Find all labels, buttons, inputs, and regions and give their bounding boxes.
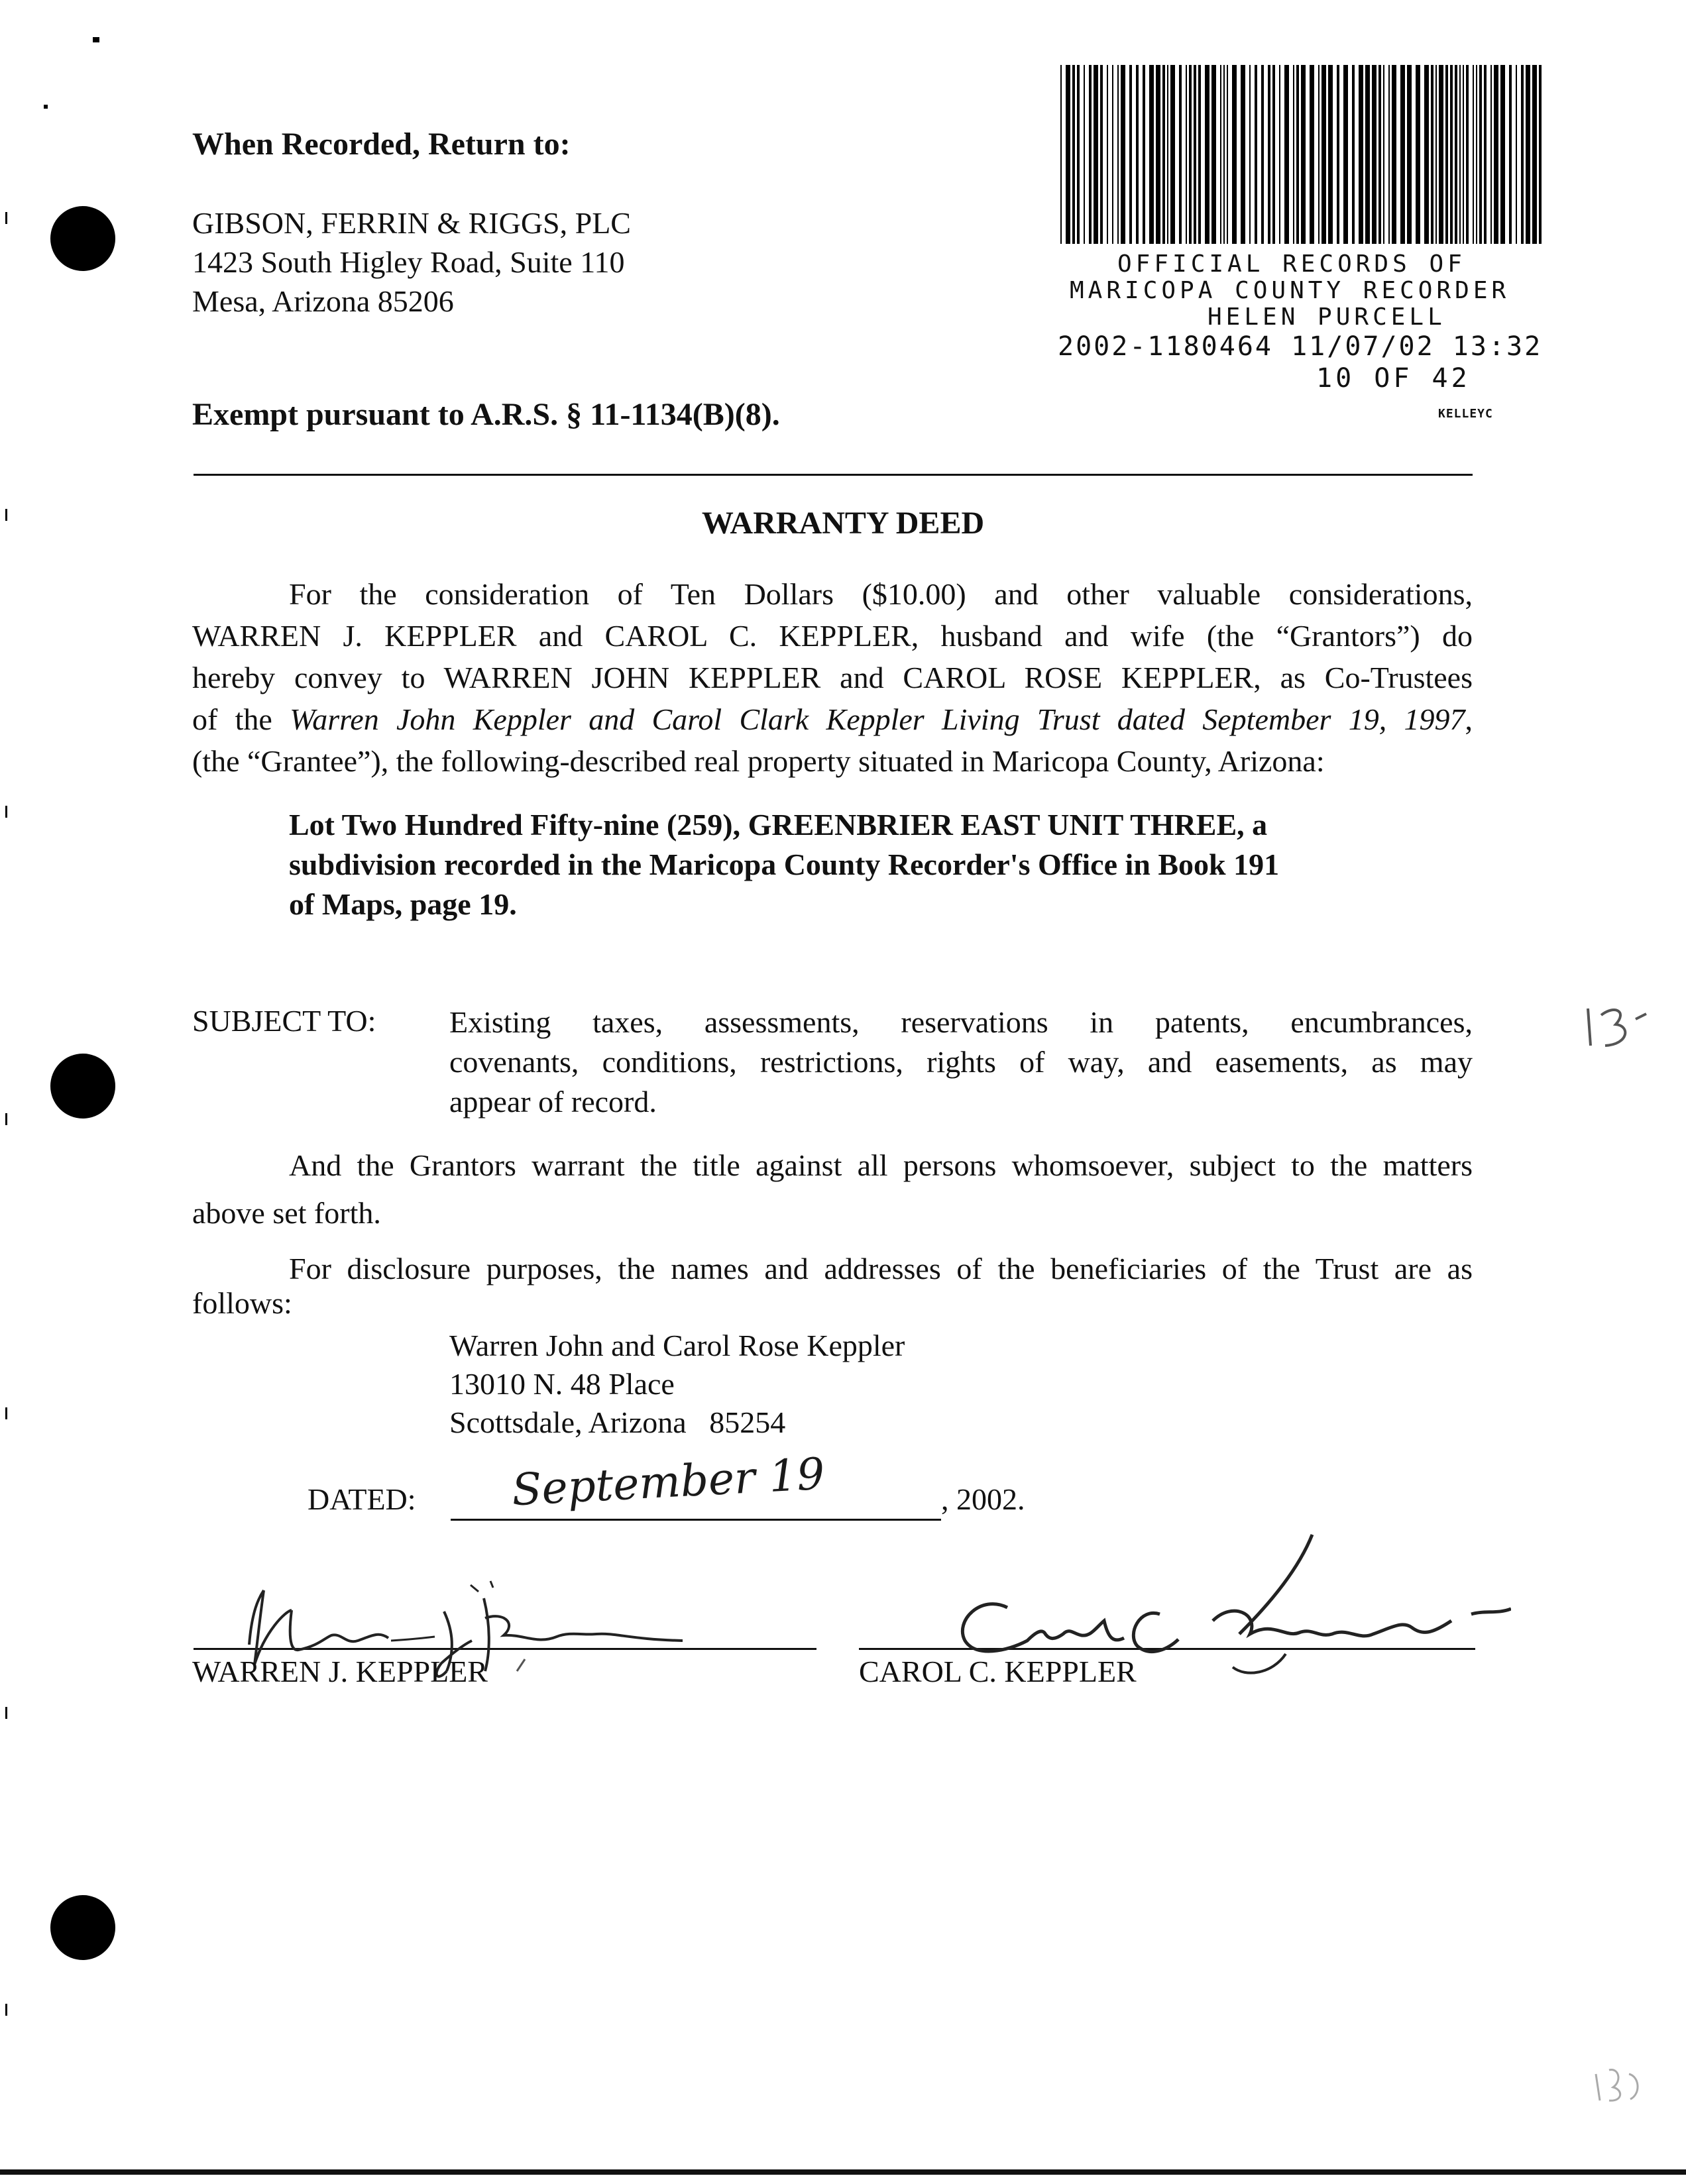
- consideration-line-5: (the “Grantee”), the following-described real property situated in Maricopa County, Arizona:: [192, 744, 1325, 778]
- barcode-bar: [1232, 65, 1237, 244]
- subject-to-line-3: appear of record.: [449, 1085, 657, 1119]
- return-city: Mesa, Arizona 85206: [192, 284, 454, 318]
- barcode-bar: [1223, 65, 1225, 244]
- recording-barcode: [1060, 65, 1544, 244]
- subject-to-label: SUBJECT TO:: [192, 1004, 376, 1038]
- return-street: 1423 South Higley Road, Suite 110: [192, 245, 625, 279]
- barcode-bar: [1194, 65, 1196, 244]
- barcode-bar: [1318, 65, 1320, 244]
- barcode-bar: [1077, 65, 1080, 244]
- barcode-bar: [1205, 65, 1209, 244]
- barcode-bar: [1392, 65, 1396, 244]
- barcode-bar: [1094, 65, 1098, 244]
- barcode-bar: [1089, 65, 1092, 244]
- barcode-bar: [1117, 65, 1119, 244]
- return-heading: When Recorded, Return to:: [192, 127, 571, 162]
- consideration-line-3: hereby convey to WARREN JOHN KEPPLER and CAROL ROSE KEPPLER, as Co-Trustees: [192, 661, 1473, 694]
- barcode-bar: [1532, 65, 1537, 244]
- barcode-bar: [1170, 65, 1175, 244]
- barcode-bar: [1352, 65, 1355, 244]
- disclosure-line-2: follows:: [192, 1286, 292, 1320]
- barcode-bar: [1494, 65, 1498, 244]
- barcode-bar: [1539, 65, 1542, 244]
- barcode-bar: [1407, 65, 1412, 244]
- barcode-bar: [1445, 65, 1448, 244]
- barcode-bar: [1156, 65, 1160, 244]
- barcode-bar: [1500, 65, 1505, 244]
- margin-handwritten-mark: [1581, 1002, 1654, 1055]
- punch-hole-middle: [50, 1054, 115, 1119]
- barcode-bar: [1186, 65, 1187, 244]
- page-bottom-rule: [0, 2169, 1686, 2175]
- barcode-bar: [1066, 65, 1070, 244]
- barcode-bar: [1220, 65, 1221, 244]
- barcode-bar: [1424, 65, 1429, 244]
- punch-hole-top: [50, 206, 115, 271]
- faint-page-mark: [1589, 2061, 1649, 2107]
- barcode-bar: [1343, 65, 1348, 244]
- barcode-bar: [1211, 65, 1216, 244]
- barcode-bar: [1060, 65, 1062, 244]
- barcode-bar: [1473, 65, 1474, 244]
- barcode-bar: [1293, 65, 1294, 244]
- dated-label: DATED:: [308, 1482, 416, 1516]
- barcode-bar: [1084, 65, 1085, 244]
- barcode-bar: [1450, 65, 1453, 244]
- barcode-bar: [1383, 65, 1384, 244]
- barcode-bar: [1301, 65, 1306, 244]
- trust-prefix: of the: [192, 702, 290, 736]
- barcode-bar: [1521, 65, 1524, 244]
- document-title: WARRANTY DEED: [701, 506, 985, 541]
- warrant-line-2: above set forth.: [192, 1196, 381, 1230]
- barcode-bar: [1337, 65, 1339, 244]
- scan-speck: [5, 806, 7, 818]
- barcode-bar: [1388, 65, 1390, 244]
- barcode-bar: [1107, 65, 1108, 244]
- barcode-bar: [1509, 65, 1512, 244]
- barcode-bar: [1455, 65, 1457, 244]
- date-blank-line: [451, 1519, 941, 1521]
- legal-description-line-1: Lot Two Hundred Fifty-nine (259), GREENBRIER EAST UNIT THREE, a: [289, 808, 1268, 842]
- barcode-bar: [1310, 65, 1314, 244]
- barcode-bar: [1279, 65, 1280, 244]
- barcode-bar: [1072, 65, 1075, 244]
- handwritten-date: September 19: [510, 1448, 826, 1516]
- header-divider: [194, 474, 1473, 476]
- stamp-county-recorder: MARICOPA COUNTY RECORDER: [1070, 277, 1510, 304]
- barcode-bar: [1463, 65, 1464, 244]
- barcode-bar: [1129, 65, 1132, 244]
- scan-speck: [93, 37, 99, 42]
- consideration-line-1: For the consideration of Ten Dollars ($10.00) and other valuable considerations,: [289, 577, 1473, 611]
- scan-speck: [5, 1707, 7, 1719]
- legal-description-line-2: subdivision recorded in the Maricopa County Recorder's Office in Book 191: [289, 847, 1280, 881]
- grantor-2-name: CAROL C. KEPPLER: [859, 1655, 1137, 1688]
- barcode-bar: [1459, 65, 1461, 244]
- barcode-bar: [1189, 65, 1192, 244]
- barcode-bar: [1249, 65, 1251, 244]
- stamp-clerk-id: KELLEYC: [1438, 407, 1493, 421]
- barcode-bar: [1476, 65, 1477, 244]
- scan-speck: [5, 1407, 7, 1419]
- barcode-bar: [1261, 65, 1264, 244]
- barcode-bar: [1179, 65, 1182, 244]
- scan-speck: [5, 2004, 7, 2016]
- beneficiary-street: 13010 N. 48 Place: [449, 1367, 675, 1401]
- subject-to-line-1: Existing taxes, assessments, reservations in patents, encumbrances,: [449, 1005, 1473, 1039]
- scan-speck: [5, 1113, 7, 1125]
- stamp-document-number: 2002-1180464 11/07/02 13:32: [1058, 331, 1543, 362]
- disclosure-line-1: For disclosure purposes, the names and addresses of the beneficiaries of the Trust are as: [289, 1252, 1473, 1285]
- scan-speck: [44, 105, 48, 109]
- barcode-bar: [1121, 65, 1125, 244]
- barcode-bar: [1484, 65, 1487, 244]
- barcode-bar: [1526, 65, 1530, 244]
- barcode-bar: [1136, 65, 1139, 244]
- barcode-bar: [1431, 65, 1433, 244]
- barcode-bar: [1149, 65, 1154, 244]
- barcode-bar: [1359, 65, 1363, 244]
- barcode-bar: [1435, 65, 1437, 244]
- barcode-bar: [1112, 65, 1113, 244]
- barcode-bar: [1255, 65, 1257, 244]
- trust-suffix: ,: [1465, 702, 1473, 736]
- consideration-line-4: [192, 699, 1473, 740]
- barcode-bar: [1490, 65, 1492, 244]
- barcode-bar: [1272, 65, 1275, 244]
- barcode-bar: [1416, 65, 1420, 244]
- barcode-bar: [1439, 65, 1443, 244]
- barcode-bar: [1296, 65, 1299, 244]
- barcode-bar: [1162, 65, 1165, 244]
- barcode-bar: [1321, 65, 1326, 244]
- barcode-bar: [1328, 65, 1333, 244]
- barcode-bar: [1143, 65, 1145, 244]
- barcode-bar: [1268, 65, 1270, 244]
- barcode-bar: [1284, 65, 1289, 244]
- barcode-bar: [1479, 65, 1482, 244]
- punch-hole-bottom: [50, 1895, 115, 1960]
- grantor-1-name: WARREN J. KEPPLER: [192, 1655, 488, 1688]
- barcode-bar: [1167, 65, 1168, 244]
- return-name: GIBSON, FERRIN & RIGGS, PLC: [192, 206, 631, 240]
- beneficiary-name: Warren John and Carol Rose Keppler: [449, 1329, 905, 1362]
- stamp-official-records: OFFICIAL RECORDS OF: [1117, 250, 1466, 278]
- dated-year: , 2002.: [941, 1482, 1025, 1516]
- subject-to-line-2: covenants, conditions, restrictions, rights of way, and easements, as may: [449, 1045, 1473, 1079]
- beneficiary-city: Scottsdale, Arizona 85254: [449, 1405, 786, 1439]
- barcode-bar: [1227, 65, 1228, 244]
- stamp-page-count: 10 OF 42: [1316, 363, 1471, 394]
- consideration-line-2: WARREN J. KEPPLER and CAROL C. KEPPLER, husband and wife (the “Grantors”) do: [192, 619, 1473, 653]
- warrant-line-1: And the Grantors warrant the title against all persons whomsoever, subject to the matters: [289, 1148, 1473, 1182]
- barcode-bar: [1516, 65, 1517, 244]
- barcode-bar: [1372, 65, 1377, 244]
- exempt-note: Exempt pursuant to A.R.S. § 11-1134(B)(8).: [192, 397, 780, 432]
- barcode-bar: [1365, 65, 1370, 244]
- barcode-bar: [1241, 65, 1245, 244]
- barcode-bar: [1400, 65, 1405, 244]
- trust-name: Warren John Keppler and Carol Clark Keppler Living Trust dated September 19, 1997: [290, 702, 1465, 736]
- legal-description-line-3: of Maps, page 19.: [289, 887, 517, 921]
- stamp-recorder-name: HELEN PURCELL: [1208, 303, 1446, 331]
- barcode-bar: [1378, 65, 1381, 244]
- scan-speck: [5, 212, 7, 224]
- barcode-bar: [1198, 65, 1201, 244]
- barcode-bar: [1100, 65, 1103, 244]
- barcode-bar: [1466, 65, 1469, 244]
